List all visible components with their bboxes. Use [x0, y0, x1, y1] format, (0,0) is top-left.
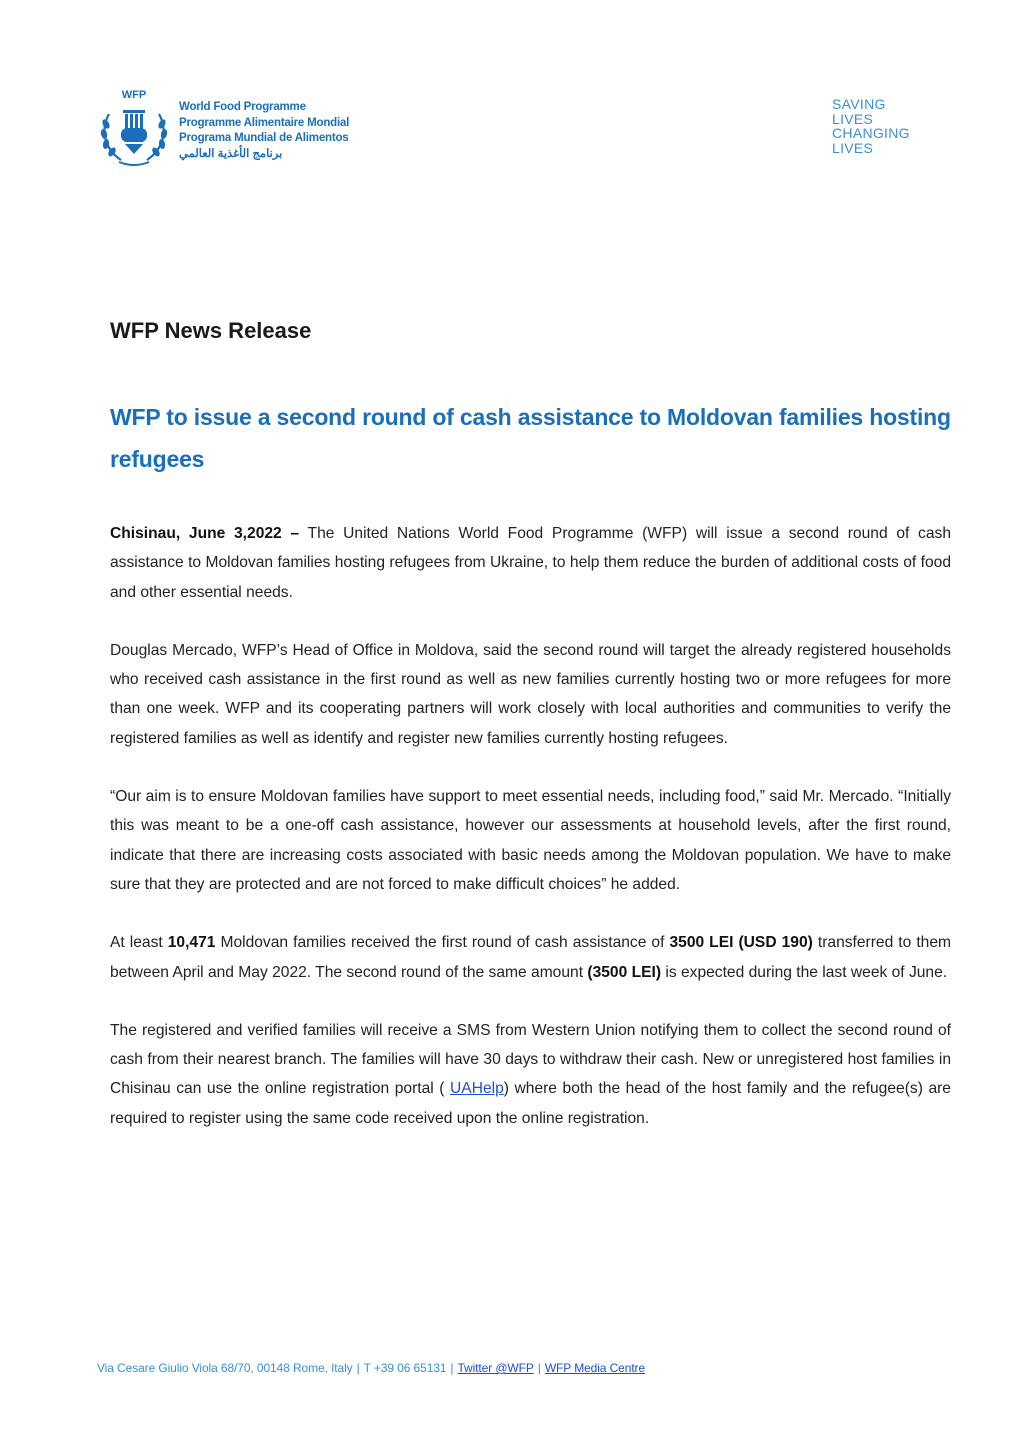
uahelp-link[interactable]: UAHelp: [450, 1080, 504, 1098]
wfp-emblem-icon: [95, 88, 173, 168]
dateline: Chisinau, June 3,2022 –: [110, 525, 300, 542]
footer-phone: T +39 06 65131: [363, 1361, 447, 1375]
paragraph-text: is expected during the last week of June.: [661, 963, 948, 981]
logo-names: [179, 100, 349, 162]
slogan: [832, 97, 910, 155]
paragraph-5: [110, 1016, 951, 1133]
paragraph-text: The United Nations World Food Programme (WFP) will issue a second round of cash assistance to Moldovan families hosting refugees from Ukraine, to help them reduce the burden of additional costs of food and other essential needs.: [110, 525, 951, 601]
slogan-line: SAVING: [832, 96, 886, 112]
paragraph-text: The registered and verified families will receive a SMS from Western Union notifying them to collect the second round of cash from their nearest branch. The families will have 30 days to withdraw their cash. New or unregistered host families in Chisinau can use the online registration portal (: [110, 1021, 951, 1098]
paragraph-text: Moldovan families received the first round of cash assistance of: [215, 934, 670, 952]
slogan-line: CHANGING: [832, 125, 910, 141]
logo-name-ar: برنامج الأغذية العالمي: [179, 147, 283, 160]
footer-address: Via Cesare Giulio Viola 68/70, 00148 Rome, Italy: [97, 1361, 353, 1375]
headline: WFP to issue a second round of cash assistance to Moldovan families hosting refugees: [110, 404, 951, 472]
paragraph-text: ) where both the head of the host family and the refugee(s) are required to register using the same code received upon the online registration.: [110, 1080, 951, 1127]
footer-separator: |: [537, 1361, 541, 1375]
logo-name-en: World Food Programme: [179, 101, 306, 113]
paragraph-4: [110, 928, 951, 987]
footer-separator: |: [356, 1361, 360, 1375]
media-centre-link[interactable]: WFP Media Centre: [544, 1361, 646, 1375]
logo-acronym: WFP: [121, 89, 147, 101]
logo-name-es: Programa Mundial de Alimentos: [179, 132, 349, 144]
logo-name-fr: Programme Alimentaire Mondial: [179, 116, 350, 129]
footer: [97, 1361, 645, 1375]
paragraph-1: [110, 519, 951, 607]
paragraph-text: At least: [110, 934, 168, 952]
article-body: [110, 519, 951, 1162]
footer-separator: |: [450, 1361, 454, 1375]
first-round-amount: 3500 LEI (USD 190): [669, 934, 813, 952]
paragraph-2: Douglas Mercado, WFP’s Head of Office in Moldova, said the second round will target the already registered households who received cash assistance in the first round as well as new families currently hosting two or more refugees for more than one week. WFP and its cooperating partners will work closely with local authorities and communities to verify the registered families as well as identify and register new families currently hosting refugees.: [110, 641, 951, 747]
slogan-line: LIVES: [832, 139, 874, 156]
wfp-logo: [95, 88, 395, 170]
twitter-link[interactable]: Twitter @WFP: [457, 1361, 534, 1375]
second-round-amount: (3500 LEI): [587, 963, 662, 981]
release-label: WFP News Release: [110, 318, 312, 343]
families-count: 10,471: [167, 934, 216, 952]
paragraph-text: transferred to them between April and May 2022. The second round of the same amount: [110, 934, 952, 981]
paragraph-3: “Our aim is to ensure Moldovan families have support to meet essential needs, including food,” said Mr. Mercado. “Initially this was meant to be a one-off cash assistance, however our assessments at household levels, after the first round, indicate that there are increasing costs associated with basic needs among the Moldovan population. We have to make sure that they are protected and are not forced to make difficult choices” he added.: [110, 788, 951, 893]
slogan-line: LIVES: [832, 110, 874, 127]
